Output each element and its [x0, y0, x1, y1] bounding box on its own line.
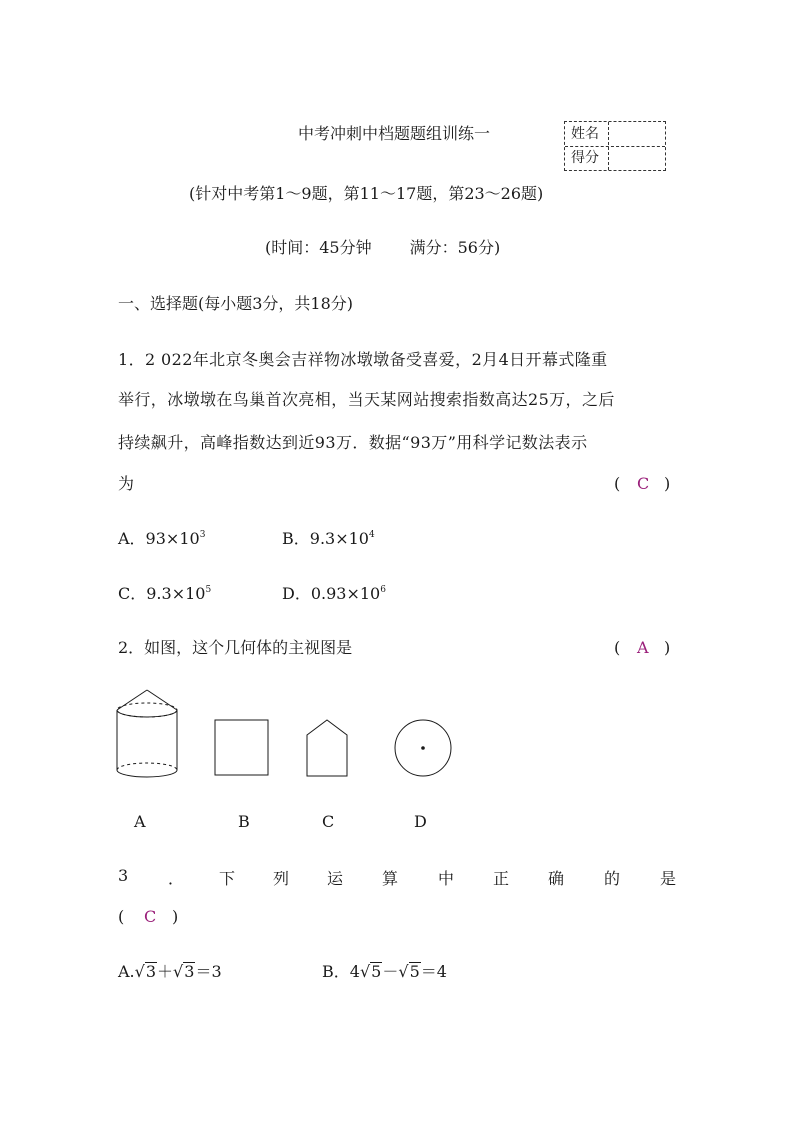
- sqrt-3: √3: [173, 962, 195, 981]
- paren-left: (: [614, 638, 621, 657]
- full-score: 满分：56分): [409, 238, 501, 257]
- q3-answer-bracket: [118, 907, 178, 927]
- q1-line-4: 为: [118, 474, 135, 493]
- paren-right: ): [664, 638, 671, 657]
- q3-option-a: A.√3＋√3＝3: [118, 962, 222, 981]
- name-label: 姓名: [571, 126, 599, 142]
- paren-right: ): [172, 907, 179, 926]
- paren-left: (: [614, 474, 621, 493]
- sqrt-5: √5: [398, 962, 420, 981]
- subtitle: (针对中考第1～9题，第11～17题，第23～26题): [189, 184, 544, 203]
- figure-label-a: A: [134, 812, 146, 831]
- q1-line-3: 持续飙升，高峰指数达到近93万．数据“93万”用科学记数法表示: [118, 433, 588, 452]
- q1-answer: C: [637, 474, 650, 493]
- q3-option-b: B．4√5－√5＝4: [322, 962, 447, 981]
- q2-text: 2．如图，这个几何体的主视图是: [118, 638, 353, 657]
- q1-option-a: A．$93\times 10^3$: [118, 529, 206, 548]
- square-view: [215, 720, 268, 775]
- q1-option-d: D．$0.93\times 10^6$: [282, 584, 386, 603]
- q1-line-2: 举行，冰墩墩在鸟巢首次亮相，当天某网站搜索指数高达25万，之后: [118, 390, 615, 409]
- figure-label-c: C: [322, 812, 335, 831]
- figure-label-d: D: [414, 812, 427, 831]
- q1-option-b: B．$9.3\times 10^4$: [282, 529, 375, 548]
- paren-right: ): [664, 474, 671, 493]
- q3-text: 3 ． 下 列 运 算 中 正 确 的 是: [118, 866, 677, 888]
- q1-line-1: 1．2 022年北京冬奥会吉祥物冰墩墩备受喜爱，2月4日开幕式隆重: [118, 350, 608, 369]
- page-title: 中考冲刺中档题题组训练一: [298, 124, 491, 143]
- q1-option-c: C．$9.3\times 10^5$: [118, 584, 212, 603]
- pentagon-view: [307, 720, 347, 776]
- paren-left: (: [118, 907, 125, 926]
- time-limit: (时间：45分钟: [265, 238, 372, 257]
- score-label: 得分: [571, 150, 599, 166]
- sqrt-3: √3: [134, 962, 157, 981]
- q3-answer: C: [144, 907, 157, 926]
- figure-label-b: B: [238, 812, 250, 831]
- sqrt-5: √5: [359, 962, 382, 981]
- q2-answer: A: [637, 638, 649, 657]
- cone-cylinder-solid: [117, 690, 177, 777]
- section-heading: 一、选择题(每小题3分，共18分): [118, 294, 354, 313]
- circle-view: [395, 720, 451, 776]
